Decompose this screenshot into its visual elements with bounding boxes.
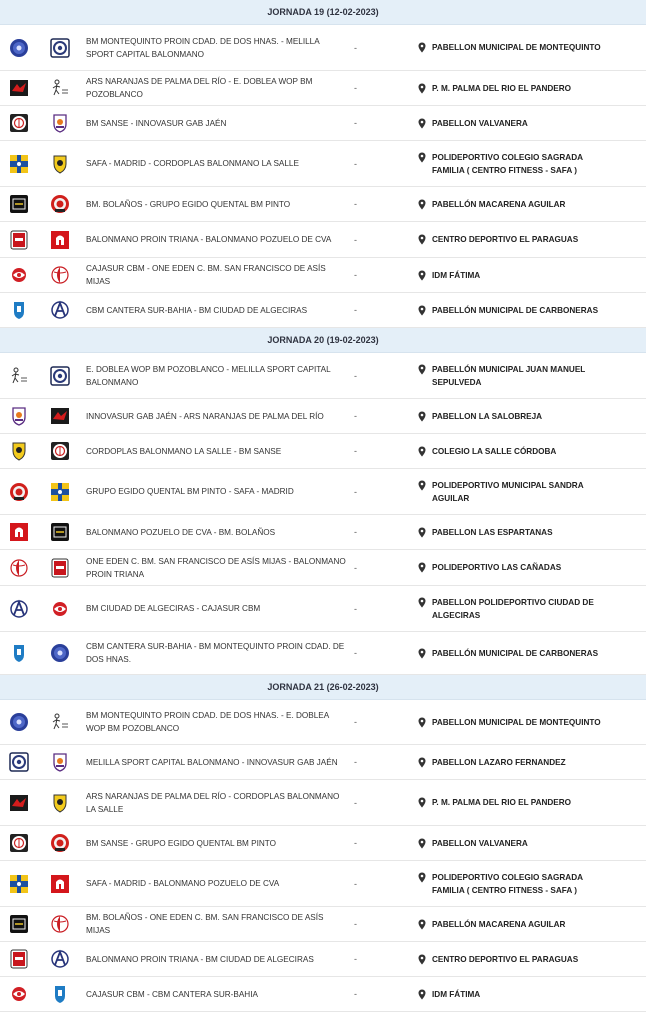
venue-name: PABELLÓN MACARENA AGUILAR bbox=[432, 919, 566, 929]
map-pin-icon bbox=[418, 562, 426, 573]
club-crest-yellow-shield-icon bbox=[9, 441, 29, 461]
map-pin-icon bbox=[418, 118, 426, 129]
venue-name: POLIDEPORTIVO LAS CAÑADAS bbox=[432, 563, 562, 572]
match-venue[interactable] bbox=[418, 198, 614, 211]
match-result: - bbox=[354, 954, 357, 964]
match-venue[interactable] bbox=[418, 41, 614, 54]
match-result: - bbox=[354, 446, 357, 456]
home-team-logo bbox=[9, 712, 29, 732]
club-crest-red-helmet-icon bbox=[9, 522, 29, 542]
club-crest-red-ball-icon bbox=[9, 984, 29, 1004]
match-result: - bbox=[354, 757, 357, 767]
club-crest-letter-a-icon bbox=[50, 300, 70, 320]
map-pin-icon bbox=[418, 411, 426, 422]
venue-name: PABELLON LA SALOBREJA bbox=[432, 411, 543, 421]
match-result: - bbox=[354, 648, 357, 658]
match-teams: GRUPO EGIDO QUENTAL BM PINTO - SAFA - MADRID bbox=[86, 487, 294, 496]
match-row[interactable] bbox=[0, 700, 646, 745]
away-team-logo bbox=[50, 833, 70, 853]
club-crest-player-sketch-icon bbox=[50, 78, 70, 98]
club-crest-navy-ring-icon bbox=[9, 752, 29, 772]
match-teams: BM. BOLAÑOS - GRUPO EGIDO QUENTAL BM PINTO bbox=[86, 199, 291, 209]
home-team-logo bbox=[9, 482, 29, 502]
club-crest-blue-icon bbox=[9, 712, 29, 732]
jornada-header: JORNADA 20 (19-02-2023) bbox=[0, 328, 646, 353]
map-pin-icon bbox=[418, 42, 426, 53]
match-result: - bbox=[354, 370, 357, 381]
club-crest-blue-icon bbox=[50, 643, 70, 663]
home-team-logo bbox=[9, 949, 29, 969]
club-crest-red-white-ball-icon bbox=[50, 265, 70, 285]
club-crest-red-round-icon bbox=[9, 482, 29, 502]
match-teams: BALONMANO PROIN TRIANA - BM CIUDAD DE ALGECIRAS bbox=[86, 954, 314, 964]
match-venue[interactable] bbox=[418, 304, 614, 317]
home-team-logo bbox=[9, 833, 29, 853]
home-team-logo bbox=[9, 752, 29, 772]
club-crest-red-shield-icon bbox=[9, 949, 29, 969]
venue-name: PABELLÓN MUNICIPAL DE CARBONERAS bbox=[432, 648, 599, 658]
match-venue[interactable] bbox=[418, 716, 614, 729]
away-team-logo bbox=[50, 984, 70, 1004]
away-team-logo bbox=[50, 38, 70, 58]
club-crest-yellow-blue-icon bbox=[50, 482, 70, 502]
match-result: - bbox=[354, 411, 357, 421]
club-crest-purple-orange-icon bbox=[50, 113, 70, 133]
match-result: - bbox=[354, 199, 357, 209]
map-pin-icon bbox=[418, 305, 426, 316]
away-team-logo bbox=[50, 752, 70, 772]
match-result: - bbox=[354, 527, 357, 537]
jornada-header: JORNADA 21 (26-02-2023) bbox=[0, 675, 646, 700]
match-venue[interactable] bbox=[418, 796, 614, 809]
venue-name: PABELLON VALVANERA bbox=[432, 118, 528, 128]
match-teams: SAFA - MADRID - BALONMANO POZUELO DE CVA bbox=[86, 879, 280, 888]
venue-name: PABELLÓN MUNICIPAL JUAN MANUEL SEPULVEDA bbox=[432, 364, 586, 387]
home-team-logo bbox=[9, 113, 29, 133]
match-venue[interactable] bbox=[418, 363, 614, 389]
match-teams: BM SANSE - GRUPO EGIDO QUENTAL BM PINTO bbox=[86, 838, 277, 848]
match-venue[interactable] bbox=[418, 117, 614, 130]
club-crest-white-ring-icon bbox=[9, 833, 29, 853]
map-pin-icon bbox=[418, 872, 426, 883]
match-teams: BM SANSE - INNOVASUR GAB JAÉN bbox=[86, 118, 227, 128]
club-crest-player-sketch-icon bbox=[9, 366, 29, 386]
home-team-logo bbox=[9, 406, 29, 426]
club-crest-black-square-icon bbox=[50, 522, 70, 542]
match-row[interactable] bbox=[0, 141, 646, 187]
map-pin-icon bbox=[418, 797, 426, 808]
home-team-logo bbox=[9, 558, 29, 578]
venue-name: PABELLON MUNICIPAL DE MONTEQUINTO bbox=[432, 43, 601, 52]
match-result: - bbox=[354, 989, 357, 999]
away-team-logo bbox=[50, 230, 70, 250]
venue-name: PABELLON POLIDEPORTIVO CIUDAD DE ALGECIRAS bbox=[432, 597, 594, 620]
club-crest-white-ring-icon bbox=[50, 441, 70, 461]
club-crest-black-square-icon bbox=[9, 194, 29, 214]
home-team-logo bbox=[9, 78, 29, 98]
match-venue[interactable] bbox=[418, 151, 614, 177]
venue-name: PABELLON MUNICIPAL DE MONTEQUINTO bbox=[432, 717, 601, 727]
match-result: - bbox=[354, 838, 357, 848]
match-row[interactable] bbox=[0, 942, 646, 977]
venue-name: PABELLÓN MUNICIPAL DE CARBONERAS bbox=[432, 305, 599, 315]
jornada-header: JORNADA 19 (12-02-2023) bbox=[0, 0, 646, 25]
venue-name: P. M. PALMA DEL RIO EL PANDERO bbox=[432, 798, 572, 807]
venue-name: POLIDEPORTIVO COLEGIO SAGRADA FAMILIA ( CENTRO FITNESS - SAFA ) bbox=[432, 152, 583, 175]
map-pin-icon bbox=[418, 989, 426, 1000]
club-crest-blue-icon bbox=[9, 38, 29, 58]
map-pin-icon bbox=[418, 270, 426, 281]
match-row[interactable] bbox=[0, 745, 646, 780]
map-pin-icon bbox=[418, 152, 426, 163]
match-result: - bbox=[354, 878, 357, 889]
home-team-logo bbox=[9, 441, 29, 461]
match-row[interactable] bbox=[0, 293, 646, 328]
club-crest-red-ball-icon bbox=[9, 265, 29, 285]
match-teams: E. DOBLEA WOP BM POZOBLANCO - MELILLA SPORT CAPITAL BALONMANO bbox=[86, 364, 331, 387]
match-row[interactable] bbox=[0, 222, 646, 258]
match-teams: ONE EDEN C. BM. SAN FRANCISCO DE ASÍS MIJAS - BALONMANO PROIN TRIANA bbox=[86, 556, 346, 579]
map-pin-icon bbox=[418, 838, 426, 849]
venue-name: IDM FÁTIMA bbox=[432, 989, 481, 999]
venue-name: COLEGIO LA SALLE CÓRDOBA bbox=[432, 446, 557, 456]
venue-name: P. M. PALMA DEL RIO EL PANDERO bbox=[432, 83, 572, 93]
match-result: - bbox=[354, 305, 357, 315]
club-crest-blue-shield-icon bbox=[50, 984, 70, 1004]
club-crest-purple-orange-icon bbox=[9, 406, 29, 426]
club-crest-red-white-ball-icon bbox=[50, 914, 70, 934]
match-teams: ARS NARANJAS DE PALMA DEL RÍO - CORDOPLAS BALONMANO LA SALLE bbox=[86, 791, 340, 814]
match-teams: MELILLA SPORT CAPITAL BALONMANO - INNOVASUR GAB JAÉN bbox=[86, 757, 338, 767]
away-team-logo bbox=[50, 558, 70, 578]
match-row[interactable] bbox=[0, 106, 646, 141]
home-team-logo bbox=[9, 984, 29, 1004]
match-teams: BALONMANO POZUELO DE CVA - BM. BOLAÑOS bbox=[86, 527, 276, 537]
venue-name: PABELLON LAS ESPARTANAS bbox=[432, 527, 553, 537]
map-pin-icon bbox=[418, 717, 426, 728]
match-row[interactable] bbox=[0, 586, 646, 632]
away-team-logo bbox=[50, 522, 70, 542]
match-result: - bbox=[354, 270, 357, 280]
away-team-logo bbox=[50, 949, 70, 969]
venue-name: PABELLON VALVANERA bbox=[432, 838, 528, 848]
map-pin-icon bbox=[418, 234, 426, 245]
match-teams: INNOVASUR GAB JAÉN - ARS NARANJAS DE PALMA DEL RÍO bbox=[86, 411, 324, 421]
club-crest-red-shield-icon bbox=[9, 230, 29, 250]
match-venue[interactable] bbox=[418, 561, 614, 574]
map-pin-icon bbox=[418, 446, 426, 457]
club-crest-yellow-shield-icon bbox=[50, 154, 70, 174]
match-result: - bbox=[354, 234, 357, 245]
match-row[interactable] bbox=[0, 977, 646, 1012]
match-teams: BALONMANO PROIN TRIANA - BALONMANO POZUELO DE CVA bbox=[86, 235, 332, 244]
away-team-logo bbox=[50, 712, 70, 732]
match-result: - bbox=[354, 118, 357, 128]
club-crest-yellow-blue-icon bbox=[9, 154, 29, 174]
match-row[interactable] bbox=[0, 632, 646, 675]
club-crest-red-shield-icon bbox=[50, 558, 70, 578]
club-crest-letter-a-icon bbox=[9, 599, 29, 619]
match-result: - bbox=[354, 603, 357, 614]
map-pin-icon bbox=[418, 954, 426, 965]
away-team-logo bbox=[50, 441, 70, 461]
match-venue[interactable] bbox=[418, 410, 614, 423]
match-venue[interactable] bbox=[418, 445, 614, 458]
away-team-logo bbox=[50, 914, 70, 934]
match-teams: CBM CANTERA SUR-BAHIA - BM MONTEQUINTO PROIN CDAD. DE DOS HNAS. bbox=[86, 642, 345, 664]
club-crest-red-round-icon bbox=[50, 194, 70, 214]
match-teams: BM MONTEQUINTO PROIN CDAD. DE DOS HNAS. - MELILLA SPORT CAPITAL BALONMANO bbox=[86, 36, 320, 59]
match-venue[interactable] bbox=[418, 871, 614, 897]
club-crest-yellow-shield-icon bbox=[50, 793, 70, 813]
match-result: - bbox=[354, 562, 357, 573]
venue-name: POLIDEPORTIVO MUNICIPAL SANDRA AGUILAR bbox=[432, 480, 584, 503]
club-crest-blue-shield-icon bbox=[9, 643, 29, 663]
match-row[interactable] bbox=[0, 550, 646, 586]
club-crest-white-ring-icon bbox=[9, 113, 29, 133]
club-crest-red-round-icon bbox=[50, 833, 70, 853]
home-team-logo bbox=[9, 366, 29, 386]
venue-name: POLIDEPORTIVO COLEGIO SAGRADA FAMILIA ( CENTRO FITNESS - SAFA ) bbox=[432, 872, 583, 895]
home-team-logo bbox=[9, 300, 29, 320]
home-team-logo bbox=[9, 265, 29, 285]
match-row[interactable] bbox=[0, 187, 646, 222]
match-venue[interactable] bbox=[418, 233, 614, 246]
home-team-logo bbox=[9, 154, 29, 174]
match-result: - bbox=[354, 486, 357, 497]
club-crest-blue-shield-icon bbox=[9, 300, 29, 320]
match-venue[interactable] bbox=[418, 756, 614, 769]
match-result: - bbox=[354, 717, 357, 727]
venue-name: CENTRO DEPORTIVO EL PARAGUAS bbox=[432, 235, 579, 244]
home-team-logo bbox=[9, 599, 29, 619]
map-pin-icon bbox=[418, 919, 426, 930]
away-team-logo bbox=[50, 78, 70, 98]
match-teams: CAJASUR CBM - ONE EDEN C. BM. SAN FRANCISCO DE ASÍS MIJAS bbox=[86, 264, 326, 286]
club-crest-red-dark-icon bbox=[9, 78, 29, 98]
match-teams: BM. BOLAÑOS - ONE EDEN C. BM. SAN FRANCISCO DE ASÍS MIJAS bbox=[86, 913, 324, 935]
match-venue[interactable] bbox=[418, 82, 614, 95]
match-row[interactable] bbox=[0, 907, 646, 942]
club-crest-letter-a-icon bbox=[50, 949, 70, 969]
match-teams: BM CIUDAD DE ALGECIRAS - CAJASUR CBM bbox=[86, 604, 261, 613]
home-team-logo bbox=[9, 643, 29, 663]
map-pin-icon bbox=[418, 364, 426, 375]
club-crest-red-helmet-icon bbox=[50, 874, 70, 894]
venue-name: PABELLON LAZARO FERNANDEZ bbox=[432, 757, 566, 767]
home-team-logo bbox=[9, 194, 29, 214]
away-team-logo bbox=[50, 406, 70, 426]
match-result: - bbox=[354, 797, 357, 808]
match-venue[interactable] bbox=[418, 953, 614, 966]
match-teams: ARS NARANJAS DE PALMA DEL RÍO - E. DOBLEA WOP BM POZOBLANCO bbox=[86, 77, 313, 99]
away-team-logo bbox=[50, 194, 70, 214]
match-row[interactable] bbox=[0, 515, 646, 550]
match-result: - bbox=[354, 158, 357, 169]
away-team-logo bbox=[50, 793, 70, 813]
match-row[interactable] bbox=[0, 780, 646, 826]
match-venue[interactable] bbox=[418, 269, 614, 282]
match-result: - bbox=[354, 919, 357, 929]
match-row[interactable] bbox=[0, 861, 646, 907]
match-teams: BM MONTEQUINTO PROIN CDAD. DE DOS HNAS. - E. DOBLEA WOP BM POZOBLANCO bbox=[86, 711, 329, 733]
match-venue[interactable] bbox=[418, 988, 614, 1001]
club-crest-player-sketch-icon bbox=[50, 712, 70, 732]
match-result: - bbox=[354, 42, 357, 53]
match-row[interactable] bbox=[0, 469, 646, 515]
map-pin-icon bbox=[418, 199, 426, 210]
match-row[interactable] bbox=[0, 399, 646, 434]
away-team-logo bbox=[50, 874, 70, 894]
match-venue[interactable] bbox=[418, 526, 614, 539]
map-pin-icon bbox=[418, 757, 426, 768]
home-team-logo bbox=[9, 230, 29, 250]
away-team-logo bbox=[50, 643, 70, 663]
away-team-logo bbox=[50, 300, 70, 320]
away-team-logo bbox=[50, 265, 70, 285]
club-crest-red-dark-icon bbox=[50, 406, 70, 426]
club-crest-navy-ring-icon bbox=[50, 366, 70, 386]
match-row[interactable] bbox=[0, 71, 646, 106]
match-teams: CORDOPLAS BALONMANO LA SALLE - BM SANSE bbox=[86, 446, 282, 456]
club-crest-yellow-blue-icon bbox=[9, 874, 29, 894]
match-teams: CAJASUR CBM - CBM CANTERA SUR-BAHIA bbox=[86, 989, 258, 999]
away-team-logo bbox=[50, 366, 70, 386]
away-team-logo bbox=[50, 482, 70, 502]
match-teams: SAFA - MADRID - CORDOPLAS BALONMANO LA SALLE bbox=[86, 159, 299, 168]
club-crest-red-white-ball-icon bbox=[9, 558, 29, 578]
match-result: - bbox=[354, 83, 357, 93]
home-team-logo bbox=[9, 38, 29, 58]
match-venue[interactable] bbox=[418, 837, 614, 850]
match-teams: CBM CANTERA SUR-BAHIA - BM CIUDAD DE ALGECIRAS bbox=[86, 305, 308, 315]
home-team-logo bbox=[9, 793, 29, 813]
match-row[interactable] bbox=[0, 434, 646, 469]
match-venue[interactable] bbox=[418, 647, 614, 660]
match-row[interactable] bbox=[0, 258, 646, 293]
away-team-logo bbox=[50, 113, 70, 133]
club-crest-red-ball-icon bbox=[50, 599, 70, 619]
away-team-logo bbox=[50, 599, 70, 619]
match-row[interactable] bbox=[0, 25, 646, 71]
match-row[interactable] bbox=[0, 353, 646, 399]
map-pin-icon bbox=[418, 83, 426, 94]
map-pin-icon bbox=[418, 527, 426, 538]
match-row[interactable] bbox=[0, 826, 646, 861]
club-crest-navy-ring-icon bbox=[50, 38, 70, 58]
away-team-logo bbox=[50, 154, 70, 174]
home-team-logo bbox=[9, 874, 29, 894]
map-pin-icon bbox=[418, 480, 426, 491]
venue-name: PABELLÓN MACARENA AGUILAR bbox=[432, 199, 566, 209]
home-team-logo bbox=[9, 522, 29, 542]
map-pin-icon bbox=[418, 597, 426, 608]
map-pin-icon bbox=[418, 648, 426, 659]
club-crest-red-dark-icon bbox=[9, 793, 29, 813]
club-crest-black-square-icon bbox=[9, 914, 29, 934]
club-crest-purple-orange-icon bbox=[50, 752, 70, 772]
club-crest-red-helmet-icon bbox=[50, 230, 70, 250]
venue-name: IDM FÁTIMA bbox=[432, 270, 481, 280]
match-venue[interactable] bbox=[418, 479, 614, 505]
venue-name: CENTRO DEPORTIVO EL PARAGUAS bbox=[432, 954, 579, 964]
match-venue[interactable] bbox=[418, 918, 614, 931]
home-team-logo bbox=[9, 914, 29, 934]
match-venue[interactable] bbox=[418, 596, 614, 622]
